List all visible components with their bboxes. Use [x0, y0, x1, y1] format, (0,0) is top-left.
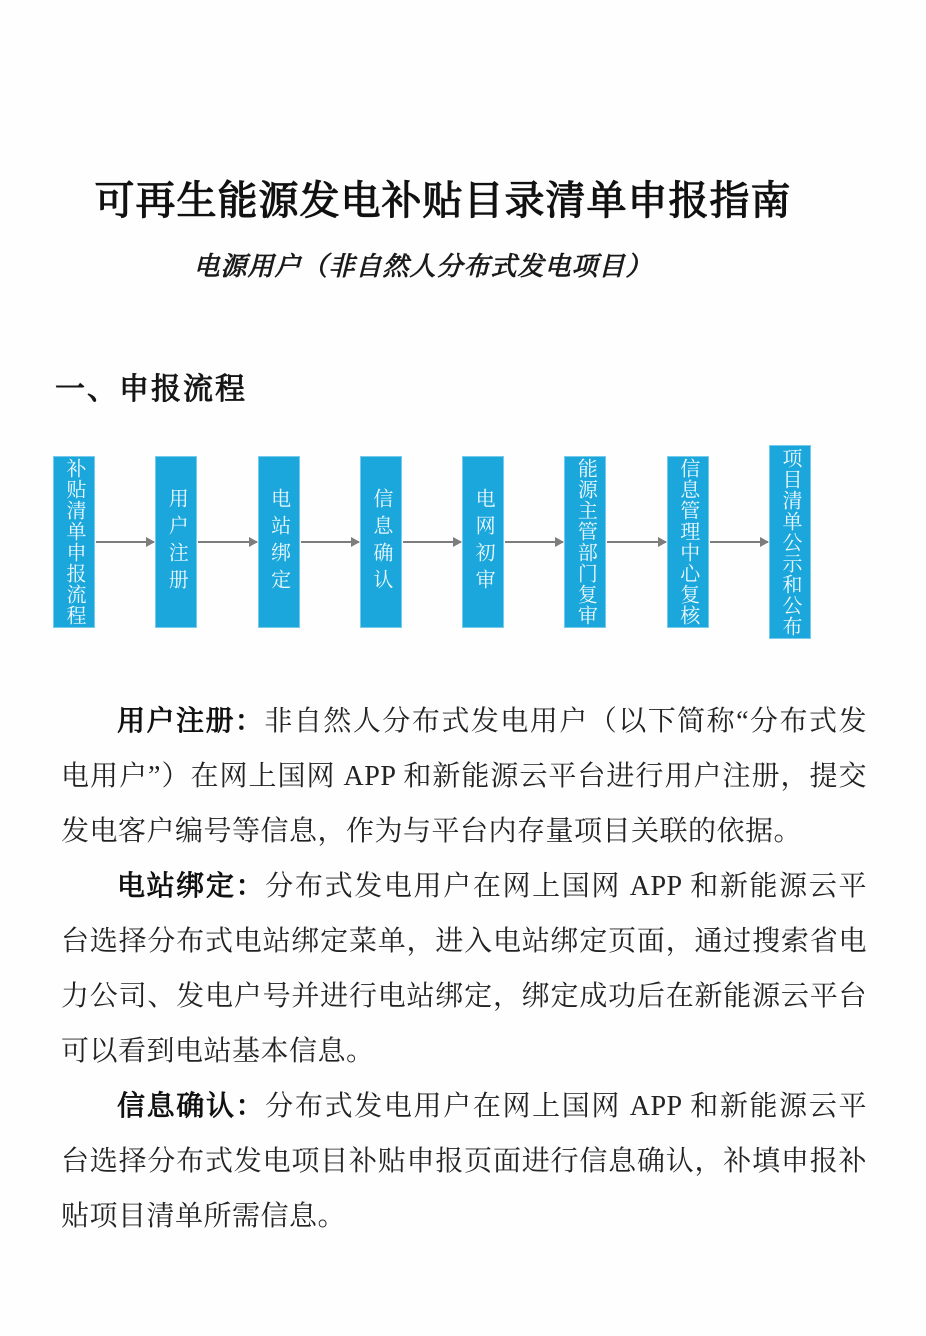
flow-step-grid-initial-review — [462, 456, 504, 628]
paragraph-text: 分布式发电用户在网上国网 APP 和新能源云平台选择分布式发电项目补贴申报页面进行信息确认，补填申报补贴项目清单所需信息。 — [61, 1091, 867, 1232]
flow-step-energy-authority-review — [564, 456, 606, 628]
flow-arrow-icon — [505, 541, 563, 543]
flow-step-label: 信息管理中心复核 — [676, 458, 699, 626]
flow-arrow-icon — [198, 541, 256, 543]
flow-step-label: 补贴清单申报流程 — [63, 458, 85, 626]
flow-step-info-confirmation — [360, 456, 402, 628]
application-process-flowchart — [53, 444, 811, 640]
flow-step-label: 电站绑定 — [267, 488, 290, 596]
flow-step-label: 用户注册 — [165, 488, 188, 596]
flow-step-info-center-recheck — [667, 456, 709, 628]
page-subtitle: 电源用户（非自然人分布式发电项目） — [193, 251, 653, 281]
flow-arrow-icon — [403, 541, 461, 543]
flow-step-user-registration — [155, 456, 197, 628]
flow-arrow-icon — [301, 541, 359, 543]
flow-arrow-icon — [710, 541, 768, 543]
body-paragraph-station-binding — [61, 859, 867, 1079]
body-text — [61, 694, 867, 1244]
body-paragraph-info-confirmation — [61, 1079, 867, 1244]
paragraph-lead: 信息确认： — [117, 1091, 266, 1122]
paragraph-text: 非自然人分布式发电用户（以下简称“分布式发电用户”）在网上国网 APP 和新能源云平台进行用户注册，提交发电客户编号等信息，作为与平台内存量项目关联的依据。 — [61, 706, 867, 847]
flow-step-label: 信息确认 — [369, 488, 392, 596]
flow-arrow-icon — [96, 541, 154, 543]
flow-step-label: 电网初审 — [472, 488, 495, 596]
paragraph-lead: 电站绑定： — [117, 871, 266, 902]
flow-step-label: 能源主管部门复审 — [574, 458, 597, 626]
paragraph-lead: 用户注册： — [117, 706, 265, 737]
flow-step-subsidy-list-process — [53, 456, 95, 628]
page-title: 可再生能源发电补贴目录清单申报指南 — [94, 177, 792, 223]
flow-step-station-binding — [258, 456, 300, 628]
flow-step-label: 项目清单公示和公布 — [778, 447, 801, 637]
flow-arrow-icon — [607, 541, 665, 543]
paragraph-text: 分布式发电用户在网上国网 APP 和新能源云平台选择分布式电站绑定菜单，进入电站绑定页面，通过搜索省电力公司、发电户号并进行电站绑定，绑定成功后在新能源云平台可以看到电站基本信息。 — [61, 871, 867, 1067]
section-heading: 一、申报流程 — [55, 373, 247, 406]
flow-step-list-publication — [769, 445, 811, 639]
body-paragraph-user-registration — [61, 694, 867, 859]
